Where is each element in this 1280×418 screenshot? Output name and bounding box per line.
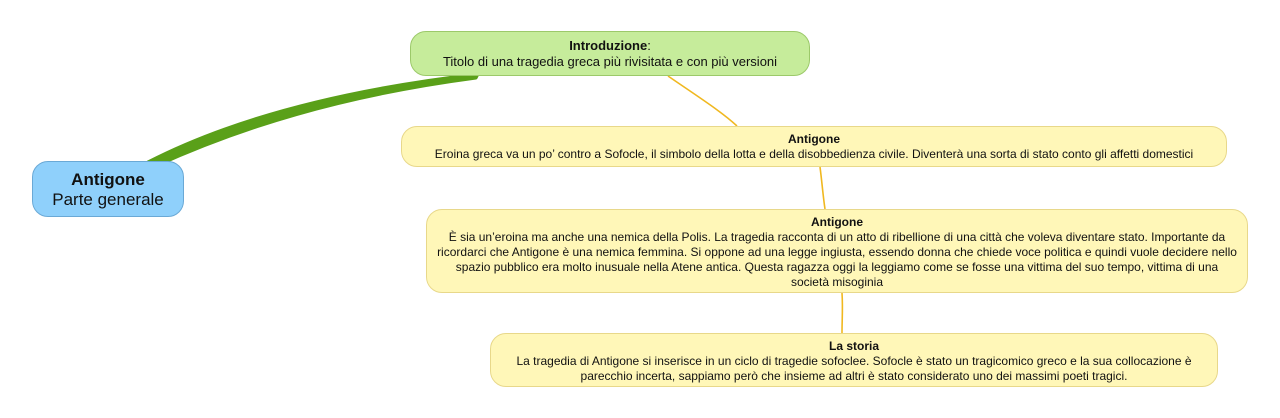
topic-text: È sia un’eroina ma anche una nemica della Polis. La tragedia racconta di un atto di ribellione di una città che voleva diventare stato. Importante da ricordarci che Antigone è una nemica femmina. Si oppone ad una legge ingiusta, essendo donna che chiede voce politica e quindi vuole decidere nello spazio pubblico era molto inusuale nella Atene antica. Questa ragazza oggi la leggiamo come se fosse una vittima del suo tempo, vittima di una società misoginia <box>437 230 1237 289</box>
topic-text: La tragedia di Antigone si inserisce in un ciclo di tragedie sofoclee. Sofocle è stato un tragicomico greco e la sua collocazione è parecchio incerta, sappiamo però che insieme ad altri è stato considerato uno dei massimi poeti tragici. <box>516 354 1192 383</box>
intro-title: Introduzione <box>569 38 648 53</box>
intro-heading <box>411 38 809 54</box>
topic-node-antigone-1[interactable] <box>401 126 1227 167</box>
intro-to-topic1-connector <box>668 76 737 126</box>
topic1-to-topic2-connector <box>820 167 825 209</box>
topic-title: La storia <box>828 339 879 353</box>
intro-node[interactable] <box>410 31 810 76</box>
root-subtitle: Parte generale <box>52 190 164 209</box>
topic-node-la-storia[interactable] <box>490 333 1218 387</box>
intro-title-suffix: : <box>647 38 651 53</box>
topic-title: Antigone <box>811 215 863 229</box>
intro-text: Titolo di una tragedia greca più rivisitata e con più versioni <box>442 54 778 70</box>
topic-text: Eroina greca va un po’ contro a Sofocle, il simbolo della lotta e della disobbedienza civile. Diventerà una sorta di stato conto gli affetti domestici <box>434 147 1194 161</box>
root-title: Antigone <box>71 170 145 189</box>
topic-node-antigone-2[interactable] <box>426 209 1248 293</box>
topic-title: Antigone <box>788 132 840 146</box>
root-node[interactable] <box>32 161 184 217</box>
